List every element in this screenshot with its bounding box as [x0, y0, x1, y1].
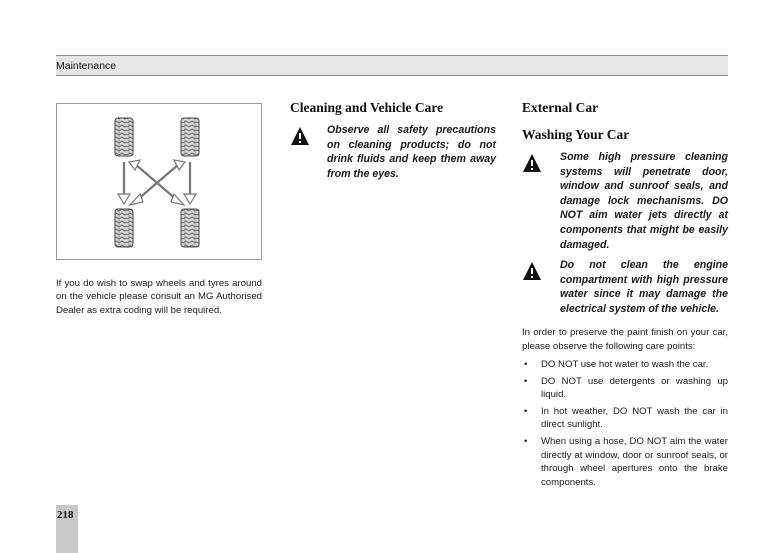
- warning-block: [522, 150, 728, 250]
- warning-text: Observe all safety precautions on cleaning products; do not drink fluids and keep them away from the eyes.: [327, 124, 496, 180]
- warning-triangle-icon: [290, 126, 310, 146]
- tyre-icon: [115, 209, 133, 247]
- subheading-washing: Washing Your Car: [522, 127, 630, 142]
- list-item: [522, 435, 728, 489]
- page-number: 218: [57, 509, 74, 521]
- care-points-list: [522, 358, 728, 492]
- list-item: [522, 375, 728, 402]
- warning-triangle-icon: [522, 261, 542, 281]
- warning-text: Some high pressure cleaning systems will penetrate door, window and sunroof seals, and damage lock mechanisms. DO NOT aim water jets directly at components that might be easily damaged.: [560, 151, 728, 251]
- figure-caption: If you do wish to swap wheels and tyres around on the vehicle please consult an MG Authorised Dealer as extra coding will be required.: [56, 278, 262, 316]
- section-title: Maintenance: [56, 60, 117, 72]
- warning-block: [522, 258, 728, 318]
- list-item-text: DO NOT use detergents or washing up liquid.: [541, 375, 728, 401]
- heading-external-car: External Car: [522, 100, 599, 115]
- tyre-rotation-figure: [56, 103, 262, 260]
- heading-cleaning: Cleaning and Vehicle Care: [290, 100, 444, 115]
- bullet-icon: •: [524, 359, 528, 370]
- warning-block: [290, 123, 496, 183]
- tyre-icon: [181, 209, 199, 247]
- warning-triangle-icon: [522, 153, 542, 173]
- care-intro: In order to preserve the paint finish on your car, please observe the following care points:: [522, 327, 728, 352]
- list-item-text: When using a hose, DO NOT aim the water directly at window, door or sunroof seals, or through wheel apertures onto the brake components.: [541, 435, 728, 488]
- bullet-icon: •: [524, 435, 528, 447]
- list-item-text: In hot weather, DO NOT wash the car in direct sunlight.: [541, 405, 728, 431]
- list-item: [522, 405, 728, 432]
- list-item: [522, 358, 728, 372]
- list-item-text: DO NOT use hot water to wash the car.: [541, 359, 709, 370]
- tyre-icon: [115, 118, 133, 156]
- bullet-icon: •: [524, 375, 528, 387]
- warning-text: Do not clean the engine compartment with high pressure water since it may damage the electrical system of the vehicle.: [560, 259, 728, 315]
- bullet-icon: •: [524, 405, 528, 417]
- tyre-icon: [181, 118, 199, 156]
- header-band: [56, 55, 728, 76]
- tyre-rotation-diagram: [57, 104, 261, 259]
